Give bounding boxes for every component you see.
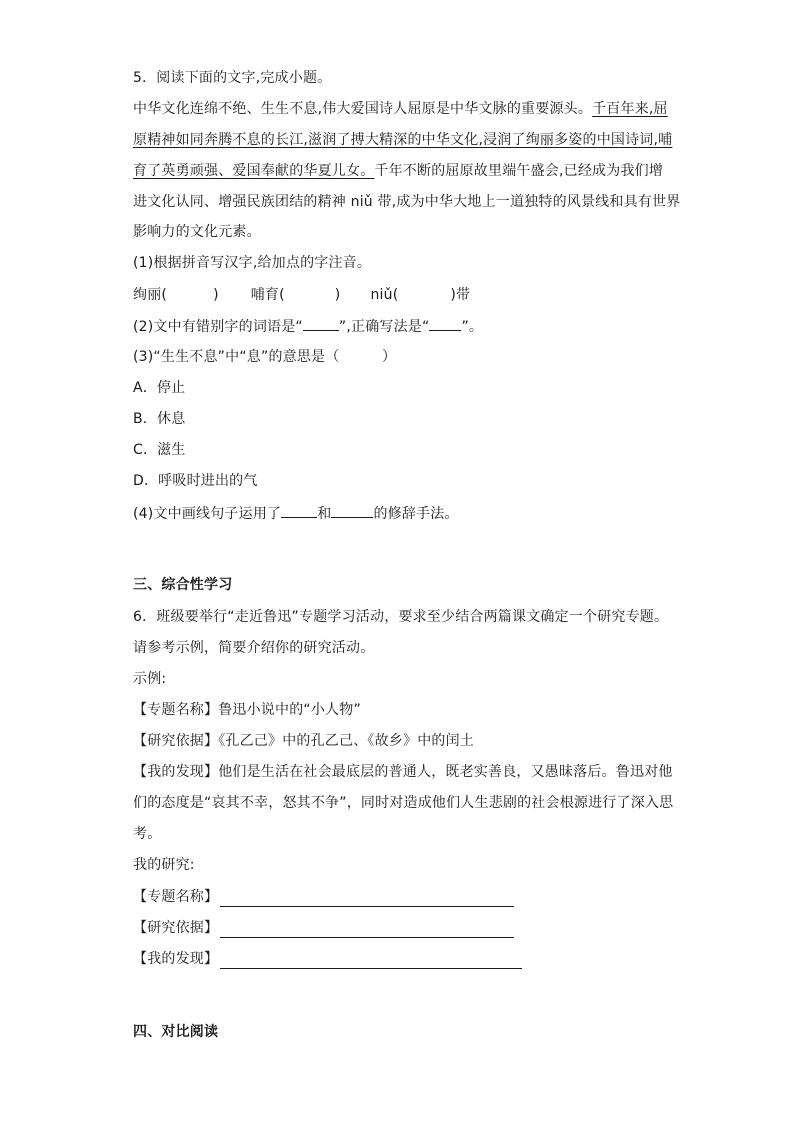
my-finding-row — [133, 949, 522, 969]
paren-close: ) — [213, 287, 219, 303]
q5-heading: 5．阅读下面的文字,完成小题。 — [133, 70, 332, 86]
paren-close: ) — [334, 287, 341, 303]
answer-blank[interactable] — [281, 503, 317, 518]
option-b[interactable]: B．休息 — [133, 411, 186, 427]
passage-line-4: 进文化认同、增强民族团结的精神 niǔ 带,成为中华大地上一道独特的风景线和具有世界 — [133, 194, 681, 210]
my-finding-label: 【我的发现】 — [133, 951, 219, 967]
q5-sub1-blanks — [133, 285, 470, 305]
my-research-label: 我的研究: — [133, 857, 195, 873]
sub2-text: ”,正确写法是“ — [338, 319, 430, 335]
sub2-text: (2)文中有错别字的词语是“ — [133, 319, 303, 335]
example-finding-2: 们的态度是“哀其不幸，怒其不争”，同时对造成他们人生悲剧的社会根源进行了深入思 — [133, 795, 674, 811]
q6-line-1: 6．班级要举行“走近鲁迅”专题学习活动，要求至少结合两篇课文确定一个研究专题。 — [133, 609, 669, 625]
passage-text: 千年不断的屈原故里端午盛会,已经成为我们增 — [374, 163, 664, 179]
example-label: 示例: — [133, 671, 167, 687]
q5-sub4 — [133, 503, 459, 524]
word-niu: niǔ( — [370, 287, 399, 303]
passage-line-1 — [133, 99, 668, 119]
word-dai: )带 — [450, 287, 471, 303]
sub2-text: ”。 — [461, 319, 484, 335]
example-topic: 【专题名称】鲁迅小说中的“小人物” — [133, 702, 361, 718]
my-basis-label: 【研究依据】 — [133, 920, 219, 936]
passage-line-2 — [133, 130, 672, 150]
sub4-text: (4)文中画线句子运用了 — [133, 506, 282, 522]
underlined-sentence: 育了英勇顽强、爱国奉献的华夏儿女。 — [133, 163, 375, 179]
q5-sub2 — [133, 316, 483, 337]
q6-line-2: 请参考示例，简要介绍你的研究活动。 — [133, 640, 375, 656]
passage-line-5: 影响力的文化元素。 — [133, 224, 261, 240]
section-4-title: 四、对比阅读 — [133, 1024, 219, 1040]
answer-blank[interactable] — [303, 316, 339, 331]
section-3-title: 三、综合性学习 — [133, 577, 233, 593]
option-a[interactable]: A．停止 — [133, 380, 186, 396]
underlined-sentence: 原精神如同奔腾不息的长江,滋润了搏大精深的中华文化,浸润了绚丽多姿的中国诗词,哺 — [133, 132, 673, 148]
word-xuanli: 绚丽( — [133, 287, 168, 303]
passage-text: 中华文化连绵不绝、生生不息,伟大爱国诗人屈原是中华文脉的重要源头。 — [133, 101, 593, 117]
answer-blank[interactable] — [331, 503, 373, 518]
my-basis-row — [133, 918, 514, 938]
example-finding-1: 【我的发现】他们是生活在社会最底层的普通人，既老实善良，又愚昧落后。鲁迅对他 — [133, 764, 673, 780]
sub4-text: 的修辞手法。 — [373, 506, 459, 522]
example-finding-3: 考。 — [133, 826, 162, 842]
q5-sub1: (1)根据拼音写汉字,给加点的字注音。 — [133, 255, 372, 271]
answer-blank[interactable] — [429, 316, 461, 331]
q5-sub3: (3)“生生不息”中“息”的意思是（ ） — [133, 349, 397, 365]
my-topic-label: 【专题名称】 — [133, 889, 219, 905]
my-basis-input[interactable] — [220, 921, 514, 938]
my-topic-input[interactable] — [220, 890, 514, 907]
my-topic-row — [133, 887, 514, 907]
option-c[interactable]: C．滋生 — [133, 442, 186, 458]
example-basis: 【研究依据】《孔乙己》中的孔乙己、《故乡》中的闰土 — [133, 733, 474, 749]
word-buyu: 哺育( — [250, 287, 285, 303]
my-finding-input[interactable] — [220, 952, 522, 969]
underlined-sentence: 千百年来,屈 — [592, 101, 668, 117]
passage-line-3 — [133, 161, 663, 181]
option-d[interactable]: D．呼吸时进出的气 — [133, 473, 258, 489]
sub4-text: 和 — [317, 506, 332, 522]
